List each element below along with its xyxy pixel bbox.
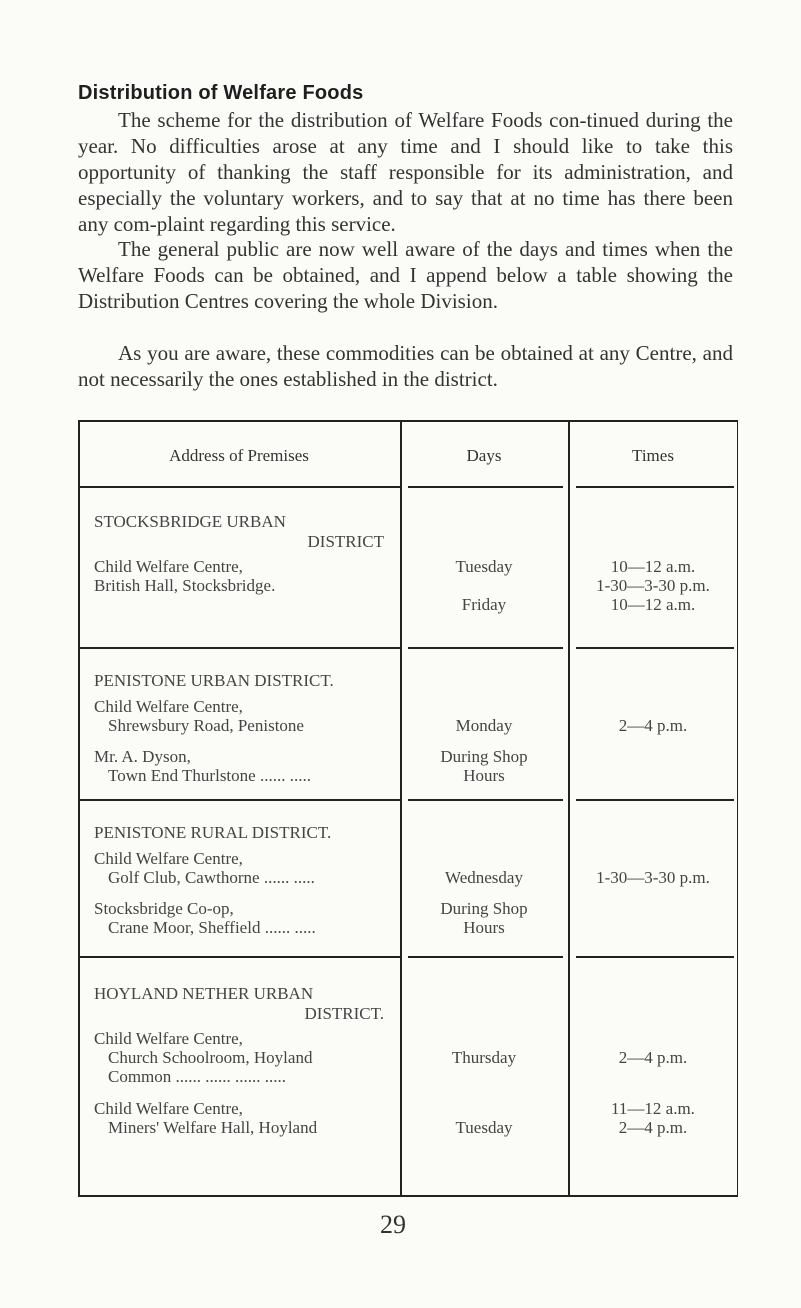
header-address: Address of Premises [169, 446, 309, 465]
time-value: 11—12 a.m. [611, 1099, 695, 1118]
table-body [78, 420, 738, 1193]
section-heading: Distribution of Welfare Foods [78, 82, 364, 104]
address-line: Crane Moor, Sheffield ...... ..... [108, 918, 316, 937]
header-days: Days [466, 446, 502, 465]
day-value: Thursday [451, 1048, 517, 1067]
address-line: Common ...... ...... ...... ..... [108, 1067, 287, 1086]
day-value: Wednesday [445, 868, 523, 887]
section-title: HOYLAND NETHER URBAN [94, 984, 314, 1003]
time-value: 10—12 a.m. [610, 595, 696, 614]
section-title: STOCKSBRIDGE URBAN [94, 512, 286, 531]
time-value: 2—4 p.m. [618, 1118, 688, 1137]
page-number: 29 [380, 1210, 406, 1239]
address-line: Child Welfare Centre, [94, 1029, 243, 1048]
address-line: Child Welfare Centre, [94, 557, 243, 576]
address-line: Town End Thurlstone ...... ..... [108, 766, 311, 785]
section-title-cont: DISTRICT. [304, 1004, 384, 1023]
address-line: Child Welfare Centre, [94, 849, 243, 868]
day-value: Tuesday [455, 557, 513, 576]
section-title: PENISTONE URBAN DISTRICT. [94, 671, 334, 690]
day-value: Monday [455, 716, 513, 735]
time-value: 10—12 a.m. [610, 557, 696, 576]
day-value: During Shop [440, 747, 528, 766]
header-times: Times [632, 446, 674, 465]
section-title: PENISTONE RURAL DISTRICT. [94, 823, 332, 842]
day-value: Hours [463, 918, 505, 937]
time-value: 2—4 p.m. [618, 716, 688, 735]
address-line: Church Schoolroom, Hoyland [108, 1048, 313, 1067]
address-line: Stocksbridge Co-op, [94, 899, 234, 918]
paragraph-3: As you are aware, these commodities can be obtained at any Centre, and not necessarily the ones established in the district. [78, 341, 733, 391]
address-line: Child Welfare Centre, [94, 697, 243, 716]
address-line: Shrewsbury Road, Penistone [108, 716, 304, 735]
section-title-cont: DISTRICT [307, 532, 384, 551]
address-line: Golf Club, Cawthorne ...... ..... [108, 868, 315, 887]
day-value: Friday [461, 595, 507, 614]
paragraph-1: The scheme for the distribution of Welfare Foods con-tinued during the year. No difficulties arose at any time and I should like to take this opportunity of thanking the staff responsible for its administration, and especially the voluntary workers, and to say that at no time has there been any com-plaint regarding this service. [78, 108, 733, 236]
address-line: Child Welfare Centre, [94, 1099, 243, 1118]
address-line: Miners' Welfare Hall, Hoyland [108, 1118, 318, 1137]
time-value: 1-30—3-30 p.m. [596, 868, 710, 887]
time-value: 2—4 p.m. [618, 1048, 688, 1067]
day-value: During Shop [440, 899, 528, 918]
day-value: Hours [463, 766, 505, 785]
day-value: Tuesday [455, 1118, 513, 1137]
address-line: British Hall, Stocksbridge. [94, 576, 276, 595]
address-line: Mr. A. Dyson, [94, 747, 191, 766]
paragraph-2: The general public are now well aware of the days and times when the Welfare Foods can be obtained, and I append below a table showing the Distribution Centres covering the whole Division. [78, 237, 733, 313]
time-value: 1-30—3-30 p.m. [596, 576, 710, 595]
